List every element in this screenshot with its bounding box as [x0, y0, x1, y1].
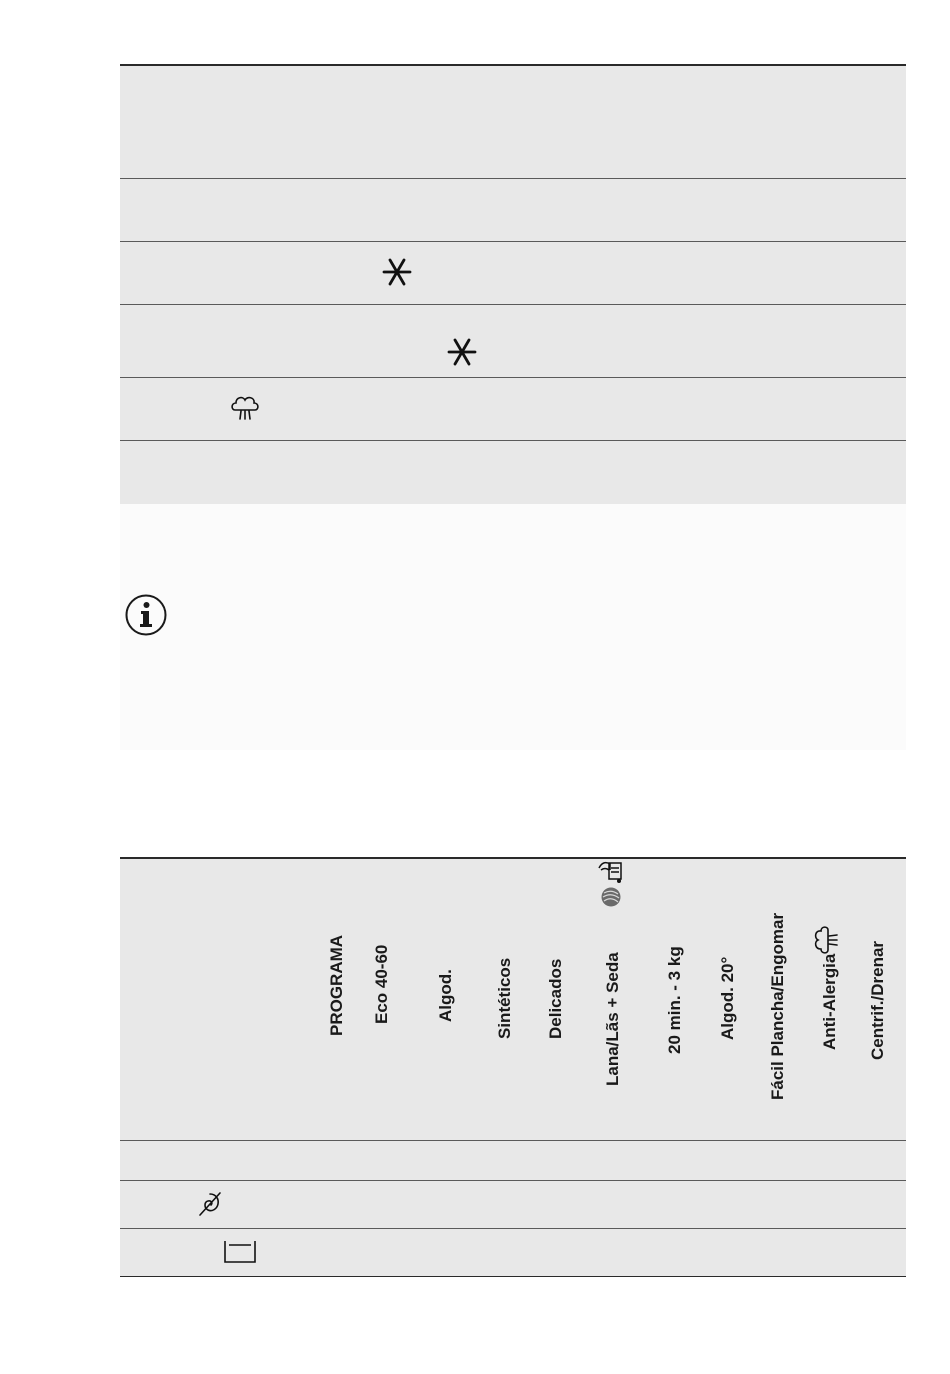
- program-label: Sintéticos: [495, 957, 514, 1039]
- table-row: [120, 378, 906, 441]
- info-box: [120, 504, 906, 750]
- asterisk-icon: [382, 257, 412, 287]
- program-label: Centrif./Drenar: [868, 940, 887, 1060]
- steam-icon: [230, 394, 260, 422]
- hand-wash-icon: [597, 858, 623, 884]
- no-spin-icon: [197, 1190, 223, 1218]
- asterisk-icon: [447, 337, 477, 367]
- program-label: 20 min. - 3 kg: [665, 946, 684, 1054]
- program-label: Fácil Plancha/Engomar: [768, 912, 787, 1100]
- table-row: [120, 242, 906, 305]
- program-label: Algod. 20°: [718, 956, 737, 1040]
- info-icon: [124, 593, 168, 637]
- program-label: Delicados: [546, 958, 565, 1039]
- program-label: Lana/Lãs + Seda: [603, 952, 622, 1086]
- table-row: [120, 1229, 906, 1277]
- program-table: [120, 857, 906, 1277]
- table-row: [120, 66, 906, 179]
- options-table-top: [120, 64, 906, 505]
- program-header-label: PROGRAMA: [327, 934, 346, 1036]
- table-row: [120, 1141, 906, 1181]
- program-label: Algod.: [436, 969, 455, 1022]
- table-row: [120, 441, 906, 505]
- rinse-hold-icon: [223, 1239, 257, 1265]
- table-row: [120, 179, 906, 242]
- program-label: Eco 40-60: [372, 944, 391, 1024]
- program-table-header: [120, 859, 906, 1141]
- table-row: [120, 1181, 906, 1229]
- steam-icon: [812, 925, 840, 955]
- table-row: [120, 305, 906, 378]
- wool-ball-icon: [600, 886, 622, 908]
- program-label: Anti-Alergia: [820, 953, 839, 1050]
